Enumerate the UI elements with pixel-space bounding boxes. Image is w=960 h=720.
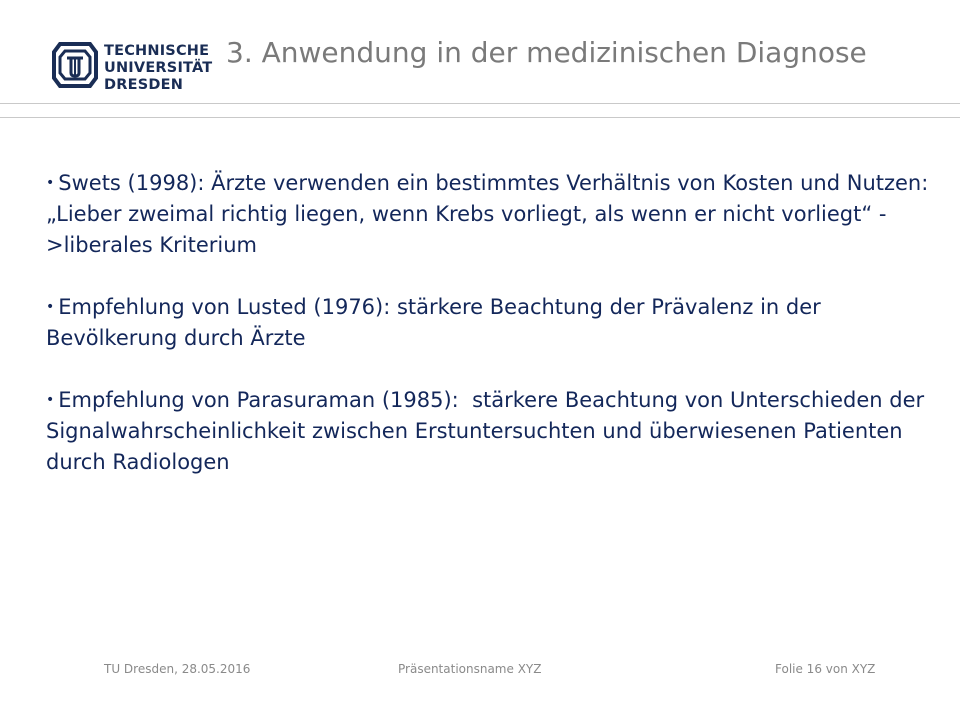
bullet-icon: • <box>46 175 55 191</box>
header-divider-top <box>0 103 960 104</box>
bullet-text: Empfehlung von Lusted (1976): stärkere Beachtung der Prävalenz in der Bevölkerung durch Ärzte <box>46 295 821 350</box>
tu-dresden-seal-icon <box>52 40 98 90</box>
bullet-icon: • <box>46 299 55 315</box>
logo-line-1: TECHNISCHE <box>104 43 210 59</box>
university-logo <box>52 40 212 96</box>
bullet-item-lusted <box>46 292 946 354</box>
slide-title: 3. Anwendung in der medizinischen Diagnose <box>226 36 867 69</box>
bullet-text: Empfehlung von Parasuraman (1985): stärkere Beachtung von Unterschieden der Signalwahrscheinlichkeit zwischen Erstuntersuchten und überwiesenen Patienten durch Radiologen <box>46 388 931 474</box>
logo-line-2: UNIVERSITÄT <box>104 60 213 76</box>
bullet-item-parasuraman <box>46 385 946 478</box>
logo-line-3: DRESDEN <box>104 77 184 93</box>
bullet-icon: • <box>46 392 55 408</box>
footer-presentation-name: Präsentationsname XYZ <box>398 662 542 676</box>
slide-content <box>46 168 946 509</box>
footer-date: TU Dresden, 28.05.2016 <box>104 662 251 676</box>
bullet-item-swets <box>46 168 946 261</box>
footer-slide-number: Folie 16 von XYZ <box>775 662 876 676</box>
bullet-text: Swets (1998): Ärzte verwenden ein bestimmtes Verhältnis von Kosten und Nutzen: „Lieber zweimal richtig liegen, wenn Krebs vorliegt, als wenn er nicht vorliegt“ ->liberales Kriterium <box>46 171 929 257</box>
logo-wordmark <box>104 43 212 94</box>
header-divider-bottom <box>0 117 960 118</box>
